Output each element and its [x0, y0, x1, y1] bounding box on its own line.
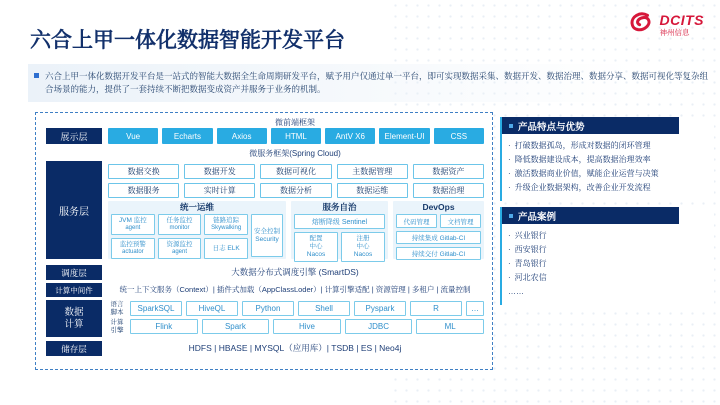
ops-box-en: agent: [172, 248, 188, 255]
feature-text: 打破数据孤岛，形成对数据的闭环管理: [514, 141, 651, 150]
service-module: 数据可视化: [260, 164, 331, 179]
ops-box-cn: 链路追踪: [213, 217, 240, 224]
square-bullet-icon: [509, 214, 513, 218]
ops-box-cn: JVM 监控: [118, 217, 147, 224]
dcits-logo: [629, 10, 705, 39]
tech-chip: HTML: [271, 128, 321, 144]
autonomy-title: 服务自治: [322, 202, 357, 212]
registry-line: Nacos: [353, 251, 373, 258]
front-framework-label: 微前端框架: [275, 118, 315, 127]
devops-title: DevOps: [422, 202, 455, 212]
case-text: ……: [508, 287, 524, 296]
features-list: [502, 134, 714, 201]
ops-box-en: actuator: [121, 248, 144, 255]
ops-box-cn: 日志 ELK: [212, 244, 240, 252]
engine-box: Flink: [130, 319, 198, 334]
layer-label-schedule: 调度层: [46, 265, 102, 280]
tech-chip: AntV X6: [325, 128, 375, 144]
engine-box: Hive: [273, 319, 341, 334]
registry-center-box: [341, 232, 385, 262]
engine-row: [130, 319, 484, 334]
architecture-diagram: [35, 112, 493, 370]
case-item: [508, 229, 706, 243]
script-box: Python: [242, 301, 294, 316]
tech-chip: Axios: [217, 128, 267, 144]
cases-header: [502, 207, 679, 224]
case-text: 河北农信: [514, 273, 547, 282]
script-side-label: 语言脚本: [110, 301, 124, 316]
feature-item: [508, 139, 706, 153]
ops-box-cn: 资源监控: [166, 241, 193, 248]
cases-list: [502, 224, 714, 305]
description-block: [28, 64, 718, 102]
layer-label-storage: 储存层: [46, 341, 102, 356]
middleware-content: 统一上下文服务（Context）| 插件式加载（AppClassLoder）| 计算引擎适配 | 资源管理 | 多租户 | 流量控制: [119, 285, 471, 294]
engine-side-label: 计算引擎: [110, 319, 124, 334]
case-text: 青岛银行: [514, 259, 547, 268]
display-layer-chips: [108, 128, 484, 144]
unified-ops-title: 统一运维: [179, 202, 214, 212]
case-item: [508, 285, 706, 299]
case-text: 兴业银行: [514, 231, 547, 240]
dot-bullet-icon: ·: [508, 245, 511, 254]
ops-box: [111, 238, 155, 259]
config-line: Nacos: [306, 251, 326, 258]
engine-box: Spark: [202, 319, 270, 334]
devops-row: [396, 214, 481, 228]
service-module: 主数据管理: [337, 164, 408, 179]
ops-box: [111, 214, 155, 235]
ops-box-cn: 监控预警: [119, 241, 146, 248]
feature-text: 激活数据商业价值，赋能企业运营与决策: [514, 169, 659, 178]
service-module: 实时计算: [184, 183, 255, 198]
case-text: 西安银行: [514, 245, 547, 254]
config-center-box: [294, 232, 338, 262]
case-item: [508, 257, 706, 271]
logo-subtitle: 神州信息: [659, 27, 690, 37]
devops-panel: [393, 201, 484, 259]
service-module: 数据资产: [413, 164, 484, 179]
features-title: 产品特点与优势: [518, 121, 585, 133]
tech-chip: Vue: [108, 128, 158, 144]
dot-bullet-icon: ·: [508, 155, 511, 164]
script-box: Shell: [298, 301, 350, 316]
feature-text: 降低数据建设成本，提高数据治理效率: [514, 155, 651, 164]
tech-chip: CSS: [434, 128, 484, 144]
bullet-square-icon: [34, 73, 39, 78]
unified-ops-body: [108, 214, 286, 259]
layer-label-middleware: 计算中间件: [46, 283, 102, 297]
security-en: Security: [255, 235, 279, 243]
script-box: SparkSQL: [130, 301, 182, 316]
dot-bullet-icon: ·: [508, 273, 511, 282]
ops-box-en: Skywalking: [211, 224, 242, 231]
logo-brand: DCITS: [659, 11, 704, 28]
registry-line: 注册: [356, 235, 370, 242]
cases-title: 产品案例: [518, 211, 557, 223]
layer-label-service: 服务层: [46, 161, 102, 259]
case-item: [508, 271, 706, 285]
feature-item: [508, 167, 706, 181]
service-module: 数据治理: [413, 183, 484, 198]
script-box-more: …: [466, 301, 484, 316]
features-panel: [500, 117, 714, 201]
script-box: HiveQL: [186, 301, 238, 316]
ops-box-en: agent: [125, 224, 141, 231]
code-mgmt-box: 代码管理: [396, 214, 437, 228]
dot-bullet-icon: ·: [508, 141, 511, 150]
service-module: 数据交换: [108, 164, 179, 179]
square-bullet-icon: [509, 124, 513, 128]
engine-box: ML: [416, 319, 484, 334]
ops-box-cn: 任务监控: [166, 217, 193, 224]
script-box: Pyspark: [354, 301, 406, 316]
config-line: 中心: [309, 243, 323, 250]
schedule-content: 大数据分布式调度引擎 (SmartDS): [231, 267, 359, 277]
layer-label-display: 展示层: [46, 128, 102, 144]
service-module: 数据开发: [184, 164, 255, 179]
dot-bullet-icon: ·: [508, 259, 511, 268]
dcits-swirl-icon: [629, 10, 655, 39]
feature-item: [508, 181, 706, 195]
storage-content: HDFS | HBASE | MYSQL（应用库）| TSDB | ES | Neo4j: [188, 343, 402, 353]
config-line: 配置: [309, 235, 323, 242]
registry-line: 中心: [356, 243, 370, 250]
ops-box: [204, 214, 248, 235]
engine-box: JDBC: [345, 319, 413, 334]
security-cn: 安全控制: [254, 227, 280, 235]
service-module: 数据分析: [260, 183, 331, 198]
dot-bullet-icon: ·: [508, 183, 511, 192]
cases-panel: [500, 207, 714, 305]
service-modules-row1: [108, 164, 484, 179]
page-title: 六合上甲一体化数据智能开发平台: [30, 29, 345, 52]
service-module: 数据服务: [108, 183, 179, 198]
service-autonomy-panel: [291, 201, 388, 259]
feature-text: 升级企业数据架构，改善企业开发流程: [514, 183, 651, 192]
security-box: [251, 214, 283, 257]
service-module: 数据运维: [337, 183, 408, 198]
service-modules-row2: [108, 183, 484, 198]
center-boxes: [294, 232, 385, 262]
unified-ops-panel: [108, 201, 286, 259]
feature-item: [508, 153, 706, 167]
cd-box: 持续交付 Gitlab-CI: [396, 247, 481, 260]
ops-box: [158, 238, 202, 259]
features-header: [502, 117, 679, 134]
ci-box: 持续集成 Gitlab-CI: [396, 231, 481, 244]
sentinel-box: 熔断降级 Sentinel: [294, 214, 385, 229]
dot-bullet-icon: ·: [508, 169, 511, 178]
ops-box: [204, 238, 248, 259]
dot-bullet-icon: ·: [508, 231, 511, 240]
ops-box: [158, 214, 202, 235]
ops-box-en: monitor: [169, 224, 190, 231]
script-row: [130, 301, 484, 316]
dcits-logo-text: [660, 13, 705, 37]
script-box: R: [410, 301, 462, 316]
tech-chip: Element-UI: [379, 128, 429, 144]
microservice-framework-label: 微服务框架(Spring Cloud): [249, 149, 341, 158]
doc-mgmt-box: 文档管理: [440, 214, 481, 228]
layer-label-compute: 数据计算: [46, 300, 102, 337]
case-item: [508, 243, 706, 257]
description-text: 六合上甲一体化数据开发平台是一站式的智能大数据全生命周期研发平台，赋予用户仅通过单一平台，即可实现数据采集、数据开发、数据治理、数据分享、数据可视化等复杂组合场景的能力，提供了一套持续不断把数据变成资产并服务于业务的机制。: [45, 71, 709, 94]
tech-chip: Echarts: [162, 128, 212, 144]
